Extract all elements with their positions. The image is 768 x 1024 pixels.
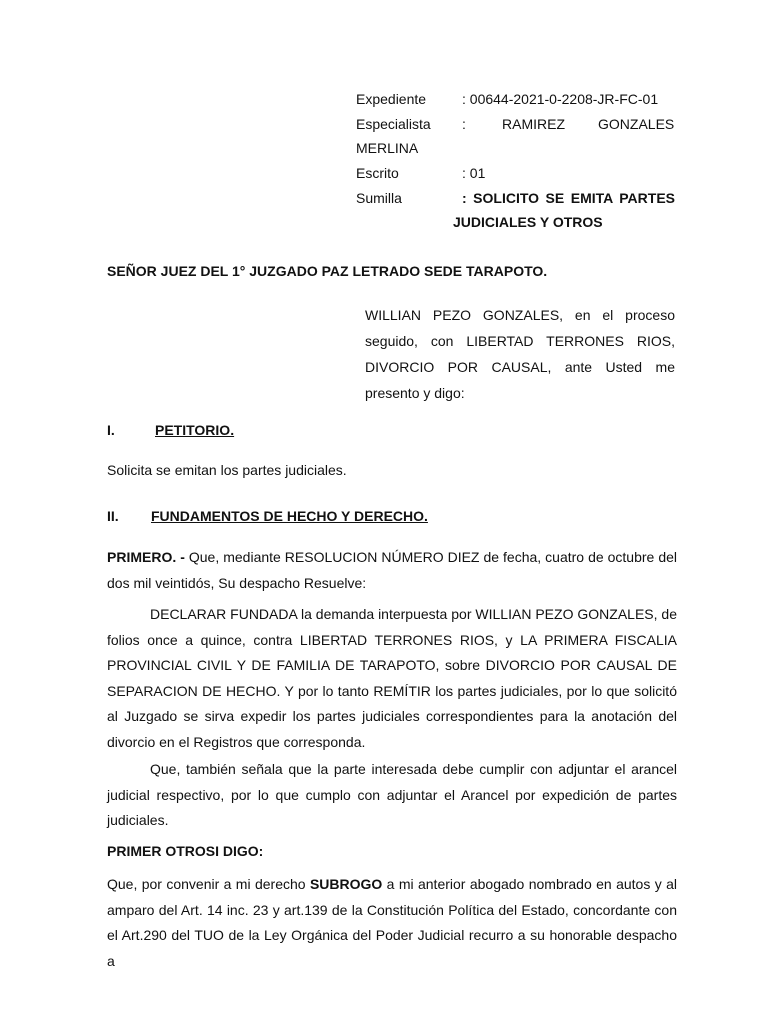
tambien-line: judiciales. [107,812,169,828]
sumilla-label: Sumilla [356,190,402,206]
intro-line: presento y digo: [365,385,465,401]
sumilla-line1: : SOLICITO SE EMITA PARTES [462,190,675,206]
sumilla-line2: JUDICIALES Y OTROS [453,214,603,230]
declarar-line: DECLARAR FUNDADA la demanda interpuesta por WILLIAN PEZO GONZALES, de [150,606,677,622]
petitorio-text: Solicita se emitan los partes judiciales. [107,462,347,478]
intro-line: DIVORCIO POR CAUSAL, ante Usted me [365,359,675,375]
section-2-numeral: II. [107,508,119,524]
primero-paragraph [107,545,677,596]
tambien-line: judicial respectivo, por lo que cumplo con adjuntar el Arancel por expedición de partes [107,786,677,803]
otrosi-title: PRIMER OTROSI DIGO: [107,843,264,859]
otrosi-paragraph [107,872,677,974]
section-1-title: PETITORIO. [155,422,235,438]
tambien-paragraph [107,757,677,834]
intro-line: WILLIAN PEZO GONZALES, en el proceso [365,307,675,323]
otrosi-line: el Art.290 del TUO de la Ley Orgánica del Poder Judicial recurro a su honorable despacho a [107,927,677,969]
otrosi-text: Que, por convenir a mi derecho [107,876,310,892]
especialista-colon: : [462,116,466,132]
addressee: SEÑOR JUEZ DEL 1° JUZGADO PAZ LETRADO SEDE TARAPOTO. [107,263,548,279]
expediente-label: Expediente [356,91,427,107]
declarar-line: PROVINCIAL CIVIL Y DE FAMILIA DE TARAPOTO, sobre DIVORCIO POR CAUSAL DE [107,657,677,673]
section-1-numeral: I. [107,422,115,438]
especialista-name-3: MERLINA [356,140,419,156]
especialista-label: Especialista [356,116,431,132]
especialista-name-2: GONZALES [598,116,675,132]
primero-label: PRIMERO. - [107,549,185,565]
intro-line: seguido, con LIBERTAD TERRONES RIOS, [365,333,675,349]
expediente-value: : 00644-2021-0-2208-JR-FC-01 [462,91,659,107]
primero-text: Que, mediante RESOLUCION NÚMERO DIEZ de fecha, cuatro de octubre del [184,549,678,565]
otrosi-line: amparo del Art. 14 inc. 23 y art.139 de la Constitución Política del Estado, concordante con [107,901,677,918]
section-2-title: FUNDAMENTOS DE HECHO Y DERECHO. [151,508,428,524]
declarar-line: al Juzgado se sirva expedir los partes judiciales correspondientes para la anotación del [107,708,677,724]
escrito-value: : 01 [462,165,486,181]
primero-line: dos mil veintidós, Su despacho Resuelve: [107,574,367,591]
tambien-line: Que, también señala que la parte interesada debe cumplir con adjuntar el arancel [150,761,677,777]
subrogo-emphasis: SUBROGO [309,876,383,892]
declarar-line: divorcio en el Registros que corresponda. [107,733,366,750]
escrito-label: Escrito [356,165,399,181]
declarar-line: folios once a quince, contra LIBERTAD TERRONES RIOS, y LA PRIMERA FISCALIA [107,631,677,648]
otrosi-text: a mi anterior abogado nombrado en autos y al [382,876,677,892]
especialista-name-1: RAMIREZ [502,116,565,132]
intro-paragraph [365,302,675,406]
declarar-paragraph [107,602,677,755]
declarar-line: SEPARACION DE HECHO. Y por lo tanto REMÍTIR los partes judiciales, por lo que solicitó [107,682,677,699]
